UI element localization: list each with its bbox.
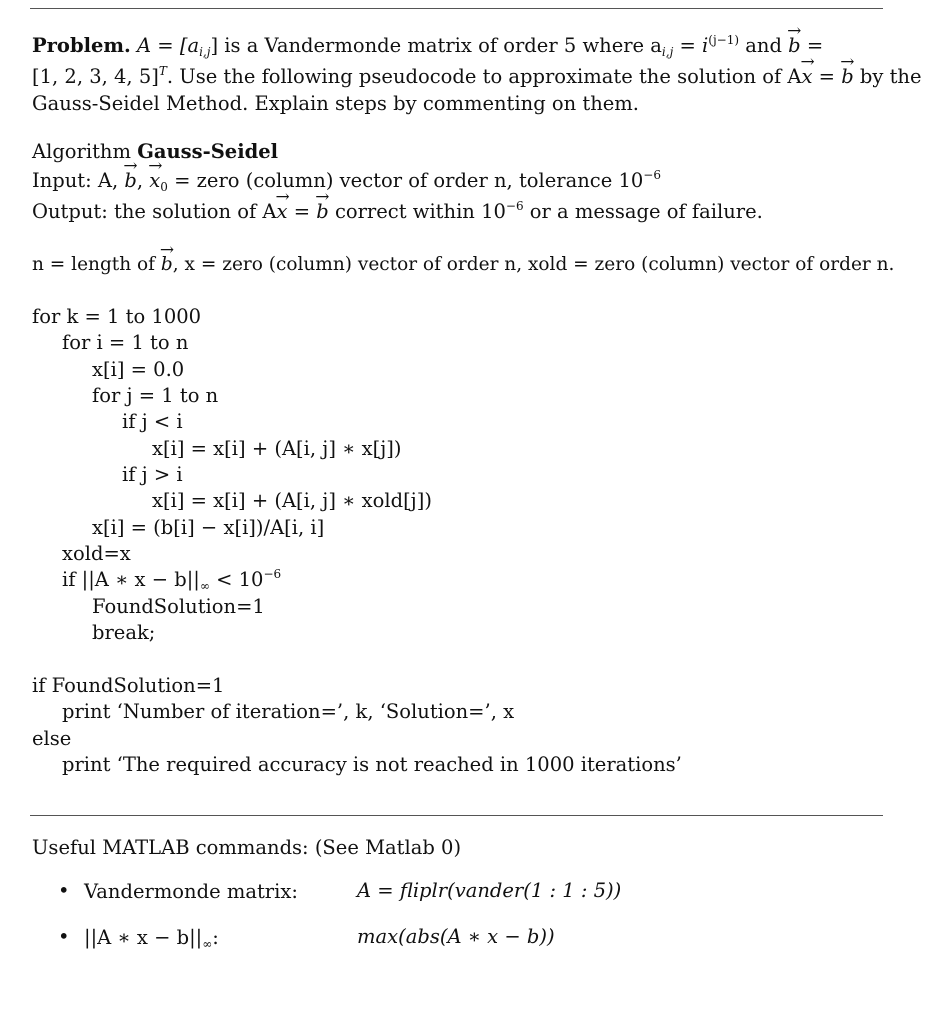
problem-text-1b: ] is a Vandermonde matrix of order 5 where a [210,34,662,57]
matlab-item-label: Vandermonde matrix: [84,880,298,903]
norm-label-sub: ∞ [202,937,213,951]
code-line-if-norm [62,567,281,593]
matlab-item-command: A = fliplr(vander(1 : 1 : 5)) [357,879,622,902]
vector-b: → b [841,64,853,90]
code-line-for-j: for j = 1 to n [92,384,219,407]
norm-tail: < 10 [209,568,264,591]
vector-b: → b [161,252,173,278]
algorithm-output [32,199,763,225]
norm-label: ||A ∗ x − b|| [84,926,203,949]
code-line-for-i: for i = 1 to n [62,331,189,354]
input-sup: −6 [643,168,661,182]
code-line-if-j-lt-i: if j < i [122,410,183,433]
problem-text-1d: and [739,34,789,57]
problem-matrix-def: A = [a [137,34,200,57]
algorithm-init [32,252,894,278]
problem-label: Problem. [32,34,131,57]
algorithm-prefix: Algorithm [32,140,138,163]
vector-x: → x [277,199,288,225]
code-line-found: FoundSolution=1 [92,595,265,618]
problem-text-1c: = i [673,34,709,57]
problem-sub-2: i,j [661,45,674,59]
top-rule [30,8,883,9]
problem-sub-1: i,j [199,45,211,59]
input-text-b: , [136,169,150,192]
output-text-d: or a message of failure. [523,200,763,223]
bottom-rule [30,815,883,816]
problem-text-2c: = [812,65,842,88]
output-text-b: = [287,200,317,223]
algorithm-name: Gauss-Seidel [137,140,279,163]
code-line-xold: xold=x [62,542,131,565]
problem-sup-1: (j−1) [708,33,740,47]
init-text-a: n = length of [32,254,161,275]
code-line-update-new: x[i] = x[i] + (A[i, j] ∗ x[j]) [152,437,402,460]
matlab-heading: Useful MATLAB commands: (See Matlab 0) [32,836,462,859]
matlab-item-label [84,925,219,951]
matlab-item-command: max(abs(A ∗ x − b)) [357,925,555,948]
problem-text-2b: . Use the following pseudocode to approximate the solution of A [166,65,802,88]
bullet-icon: • [58,925,70,948]
code-line-print-failure: print ‘The required accuracy is not reached in 1000 iterations’ [62,753,682,776]
code-line-print-solution: print ‘Number of iteration=’, k, ‘Solution=’, x [62,700,515,723]
norm-sub: ∞ [199,579,210,593]
code-line-update-old: x[i] = x[i] + (A[i, j] ∗ xold[j]) [152,489,432,512]
output-sup: −6 [505,199,524,213]
input-text-c: = zero (column) vector of order n, tolerance 10 [167,169,644,192]
problem-line-2 [32,64,922,90]
vector-x: → x [801,64,812,90]
output-text-a: Output: the solution of A [32,200,277,223]
vector-b: → b [316,199,328,225]
code-line-for-k: for k = 1 to 1000 [32,305,202,328]
vector-b: → b [124,168,136,194]
problem-sup-2: T [158,64,167,78]
output-text-c: correct within 10 [328,200,506,223]
norm-text: if ||A ∗ x − b|| [62,568,200,591]
problem-line-1 [32,33,823,59]
problem-line-3: Gauss-Seidel Method. Explain steps by commenting on them. [32,92,639,115]
norm-label-tail: : [212,926,219,949]
code-line-break: break; [92,621,156,644]
bullet-icon: • [58,879,70,902]
input-text-a: Input: A, [32,169,125,192]
code-line-divide: x[i] = (b[i] − x[i])/A[i, i] [92,516,325,539]
problem-text-2a: [1, 2, 3, 4, 5] [32,65,159,88]
code-line-if-found: if FoundSolution=1 [32,674,225,697]
problem-text-1e: = [800,34,824,57]
input-sub: 0 [160,180,168,194]
vector-b: → b [788,33,800,59]
problem-text-2d: by the [853,65,922,88]
init-text-b: , x = zero (column) vector of order n, xold = zero (column) vector of order n. [172,254,895,275]
code-line-else: else [32,727,72,750]
vector-x0: → x [149,168,160,194]
norm-sup: −6 [263,567,282,581]
algorithm-input [32,168,661,194]
code-line-reset-x: x[i] = 0.0 [92,358,185,381]
code-line-if-j-gt-i: if j > i [122,463,183,486]
